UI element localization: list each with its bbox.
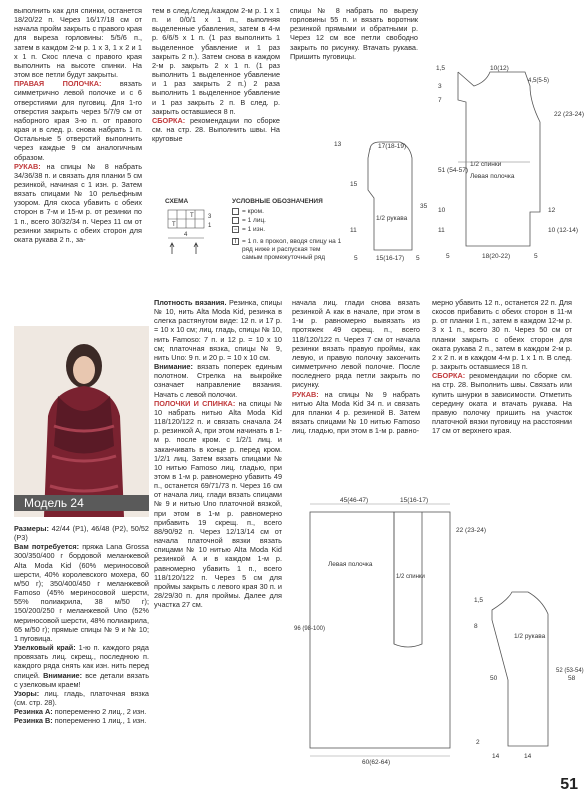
text: 42/44 (Р1), 46/48 (Р2), 50/52 (Р3) xyxy=(14,524,149,543)
warning-heading: Внимание: xyxy=(43,670,83,680)
dim-label: 10 xyxy=(438,207,446,214)
legend-item xyxy=(232,217,292,225)
piece-label: 1/2 рукава xyxy=(376,215,408,222)
text: вязать симметрично левой полочке и с 6 отверстиями для пуговиц. Для 1-го отверстия закрыть через 5/7/9 см от наборного края 3-ю п. от правого края и в след. р. снова набрать 1 п. Остальные 5 отверстий выполнить через каждые 9 см аналогичным образом. xyxy=(14,79,142,162)
text: на спицы № 10 набрать нитью Alta Moda Kid 118/120/122 п. и связать сначала 24 р. резинкой А, при этом начинать в 1-м р. после кром. с 1/2/1 лиц. и заканчивать в конце р. перед кром. 1/2/1 лиц. Затем вязать спицами № 10 нитью Famoso лиц. гладью, при этом в 1-м р. равномерно убавить 49 п., останется 69/71/73 п. Через 16 см от начала лиц. глади вязать спицами № 9 и нитью Uno платочной вязкой, при этом в 1-м р. равномерно прибавить 19 скрещ. п., всего 88/90/92 п. Через 12/13/14 см от начала платочной вязки вязать спицами № 10 нитью Alta Moda Kid резинкой А и в каждом 1-м р. равномерно убавить 1 п., всего 118/120/122 п. Через 5 см для проймы закрыть с левого края 30 п. и 28/29/30 п. для проймы. Далее для участка 27 см. xyxy=(154,398,282,610)
section-heading: Резинка А: xyxy=(14,707,53,717)
text: пряжа Lana Grossa 300/350/400 г бордовой меланжевой Alta Moda Kid (60% мериносовой шерсти, 40% королевского мохера, 60 м/50 г); 350/400/450 г меланжевой Famoso (45% мериносовой шерсти, 55% полиакрила, 38 м/50 г); 150/200/250 г меланжевой Uno (52% мериносовой шерсти, 48% полиакрила, 65 м/50 г); прямые спицы № 9 и № 10; 1 пуговица. xyxy=(14,542,149,643)
legend-text: = 1 п. в прокол, вводя спицу на 1 ряд ниже и распуская тем самым промежуточный ряд xyxy=(242,238,342,261)
dim-label: 10 (12-14) xyxy=(548,227,578,234)
schema-chart xyxy=(160,208,220,270)
piece-label: Левая полочка xyxy=(470,173,515,180)
paragraph xyxy=(152,6,280,116)
legend-swatch-icon: T xyxy=(233,239,238,245)
model-image xyxy=(14,326,149,517)
row-number-3: 3 xyxy=(208,214,212,220)
section-heading: РУКАВ: xyxy=(292,389,319,399)
section-heading: Резинка В: xyxy=(14,716,53,726)
paragraph xyxy=(154,399,282,610)
legend-list xyxy=(232,208,292,235)
text: тем в след./след./каждом 2-м р. 1 х 1 п. и 0/0/1 х 1 п., выполняя выделенные убавления, затем в 4-м р. 6/6/5 х 1 п. (1 раз выполнить 1 выделенное убавление и 1 раз закрыть 2 п.). Затем снова в каждом 2-м р. закрыть 2 х 1 п. (1 раз выполнить 1 выделенное убавление и 1 раз закрыть 2 п.) 2 раза выполнить 1 выделенное убавление и 1 раз закрыть 2 п. В след. р. закрыть оставшиеся 8 п. xyxy=(152,6,280,116)
dim-label: 35 xyxy=(420,203,428,210)
dim-label: 50 xyxy=(490,675,498,682)
top-column-3 xyxy=(290,6,418,61)
section-heading: РУКАВ: xyxy=(14,161,41,171)
text: попеременно 2 лиц., 2 изн. xyxy=(52,707,147,717)
text: мерно убавить 12 п., останется 22 п. Для скосов прибавить с обеих сторон в 11-м р. от планки 1 п., затем в каждом 12-м р. 3 х 1 п., всего 30 п. Через 50 см от планки закрыть с обеих сторон для оката рукава 2 п., затем в каждом 2-м р. 2 х 2 п. и в каждом 4-м р. 1 х 1 п. В след. р. закрыть оставшиеся 18 п. xyxy=(432,298,572,372)
paragraph xyxy=(432,371,572,435)
text: на спицы № 8 набрать 34/36/38 п. и связать для планки 5 см резинкой, начиная с 1 изн. р. Затем вязать спицами № 10 рельефным узором. Для скоса убавить с обеих сторон в 7-м и 15-м р. от резинки по 1 п., всего 30/32/34 п. Через 11 см от резинки закрыть с обеих сторон для оката рукава 2 п., за- xyxy=(14,161,142,244)
dim-label: 3 xyxy=(438,83,442,90)
dim-label: 11 xyxy=(438,227,445,234)
legend-title: УСЛОВНЫЕ ОБОЗНАЧЕНИЯ xyxy=(232,198,323,205)
section-heading: Вам потребуется: xyxy=(14,542,80,552)
top-column-1 xyxy=(14,6,142,244)
paragraph xyxy=(14,542,149,643)
dim-label: 5 xyxy=(354,255,358,262)
legend-item xyxy=(232,208,292,216)
legend-swatch-icon xyxy=(232,217,239,224)
section-heading: Узоры: xyxy=(14,688,40,698)
svg-text:T: T xyxy=(172,222,176,228)
paragraph xyxy=(432,298,572,371)
paragraph xyxy=(14,689,149,707)
page-number: 51 xyxy=(560,776,578,793)
dim-label: 22 (23-24) xyxy=(456,527,486,534)
body-pattern-1 xyxy=(430,62,584,267)
mid-column-4 xyxy=(432,298,572,435)
section-heading: ПОЛОЧКИ И СПИНКА: xyxy=(154,398,236,408)
sleeve-pattern-2 xyxy=(472,580,582,766)
dim-label: 8 xyxy=(474,623,478,630)
legend-text: = 1 изн. xyxy=(242,226,266,233)
paragraph xyxy=(154,298,282,362)
text: лиц. гладь, платочная вязка (см. стр. 28). xyxy=(14,688,149,707)
dim-label: 60(62-64) xyxy=(362,759,391,766)
dim-label: 45(46-47) xyxy=(340,497,369,504)
text: спицы № 8 набрать по вырезу горловины 55 п. и вязать воротник резинкой прямыми и обратными р. Через 12 см все петли свободно закрыть по рисунку. Втачать рукава. Пришить пуговицы. xyxy=(290,6,418,61)
dim-label: 51 (54-57) xyxy=(438,167,468,174)
dim-label: 5 xyxy=(534,253,538,260)
dim-label: 22 (23-24) xyxy=(554,111,584,118)
body-pattern-2 xyxy=(292,494,486,766)
dim-label: 5 xyxy=(416,255,420,262)
legend-item-long xyxy=(232,238,342,262)
text: рекомендации по сборке см. на стр. 28. Выполнить швы. На круговые xyxy=(152,115,280,144)
paragraph xyxy=(14,162,142,244)
dim-label: 7 xyxy=(438,97,442,104)
top-column-2 xyxy=(152,6,280,143)
paragraph xyxy=(154,362,282,399)
dim-label: 2 xyxy=(476,739,480,746)
paragraph xyxy=(14,6,142,79)
section-heading: Узелковый край: xyxy=(14,643,76,653)
paragraph xyxy=(14,643,149,689)
mid-column-1 xyxy=(14,524,149,725)
dim-label: 1,5 xyxy=(474,597,484,604)
legend-text: = 1 лиц. xyxy=(242,217,266,224)
dim-label: 14 xyxy=(524,753,532,760)
mid-column-2 xyxy=(154,298,282,609)
dim-label: 15 xyxy=(350,181,358,188)
dim-label: 13 xyxy=(334,141,342,148)
section-heading: Плотность вязания. xyxy=(154,298,227,307)
model-label: Модель 24 xyxy=(14,495,149,511)
model-photo xyxy=(14,326,149,517)
piece-label: 1/2 спинки xyxy=(396,574,425,580)
text: Резинка, спицы № 10, нить Alta Moda Kid, резинка в слегка растянутом виде: 12 п. и 17 р. = 10 х 10 см; лиц. гладь, спицы № 10, нить Famoso: 7 п. и 12 р. = 10 х 10 см; платочная вязка, спицы № 9, нить Uno: 9 п. и 20 р. = 10 х 10 см. xyxy=(154,298,282,362)
dim-label: 14 xyxy=(492,753,500,760)
text: выполнить как для спинки, останется 18/20/22 п. Через 16/17/18 см от начала пройм закрыть с правого края для выреза горловины: 5/5/6 п., затем в каждом 2-м р. 1 х 3, 1 х 2 и 1 х 1 п. Скос плеча с правого края выполнить на высоте спинки. На этом все петли будут закрыты. xyxy=(14,6,142,80)
row-number-1: 1 xyxy=(208,223,212,229)
svg-text:T: T xyxy=(190,213,194,219)
dim-label: 11 xyxy=(350,227,357,234)
dim-label: 12 xyxy=(548,207,556,214)
paragraph xyxy=(14,524,149,542)
dim-label: 17(18-19) xyxy=(378,143,407,150)
dim-label: 15(16-17) xyxy=(376,255,405,262)
section-heading: ПРАВАЯ ПОЛОЧКА: xyxy=(14,79,102,89)
legend-text: = кром. xyxy=(242,208,264,215)
piece-label: 1/2 рукава xyxy=(514,633,546,640)
legend-item xyxy=(232,226,292,234)
text: вязать поперек единым полотном. Стрелка на выкройке означает направление вязания. Начать с левой полочки. xyxy=(154,362,282,399)
dim-label: 96 (98-100) xyxy=(294,626,326,632)
piece-label: Левая полочка xyxy=(328,561,373,568)
sleeve-pattern-1 xyxy=(330,138,435,268)
mid-column-3 xyxy=(292,298,420,435)
legend-swatch-icon: − xyxy=(233,227,238,233)
dim-label: 4,5(5-5) xyxy=(528,78,550,84)
dim-label: 15(16-17) xyxy=(400,497,429,504)
schema-title: СХЕМА xyxy=(165,198,189,205)
section-heading: Размеры: xyxy=(14,524,49,533)
dim-label: 1,5 xyxy=(436,65,446,72)
paragraph xyxy=(292,390,420,436)
text: 1-ю п. каждого ряда провязать лиц. скрещ., последнюю п. каждого ряда снять как изн. нить перед спицей. xyxy=(14,643,149,680)
dim-label: 18(20-22) xyxy=(482,253,511,260)
paragraph xyxy=(14,707,149,716)
paragraph xyxy=(292,298,420,390)
dim-label: 10(12) xyxy=(490,65,509,72)
dim-label: 58 xyxy=(568,675,576,682)
text: рекомендации по сборке см. на стр. 28. Выполнить швы. Связать или купить шнурки в зависимости. Отметить середину оката и втачать рукава. На правую полочку пришить на участок платочной вязки пуговицу на расстоянии 17 см от верхнего края. xyxy=(432,371,572,436)
text: все детали вязать с узелковым краем! xyxy=(14,670,149,689)
stitch-count: 4 xyxy=(184,232,188,238)
text: попеременно 1 лиц., 1 изн. xyxy=(52,716,147,726)
piece-label: 1/2 спинки xyxy=(470,161,502,168)
dim-label: 5 xyxy=(446,253,450,260)
text: начала лиц. глади снова вязать резинкой А как в начале, при этом в 1-м р. равномерно вывязать из протяжек 49 скрещ. п., всего 118/120/122 п. Через 7 см от начала резинки вязать правую проймы, как левую, и правую полочку закончить симметрично левой полочке. После последнего ряда петли закрыть по рисунку. xyxy=(292,298,420,390)
paragraph xyxy=(290,6,418,61)
section-heading: СБОРКА: xyxy=(432,371,466,381)
legend-swatch-icon xyxy=(232,208,239,215)
section-heading: Внимание: xyxy=(154,362,193,372)
dim-label: 52 (53-54) xyxy=(556,668,584,674)
text: на спицы № 9 набрать нитью Alta Moda Kid 34 п. и связать для планки 4 р. резинкой В. Затем вязать спицами № 10 нитью Famoso лиц. гладью, при этом в 1-м р. равно- xyxy=(292,389,420,436)
paragraph xyxy=(152,116,280,143)
paragraph xyxy=(14,716,149,725)
paragraph xyxy=(14,79,142,161)
section-heading: СБОРКА: xyxy=(152,115,186,125)
